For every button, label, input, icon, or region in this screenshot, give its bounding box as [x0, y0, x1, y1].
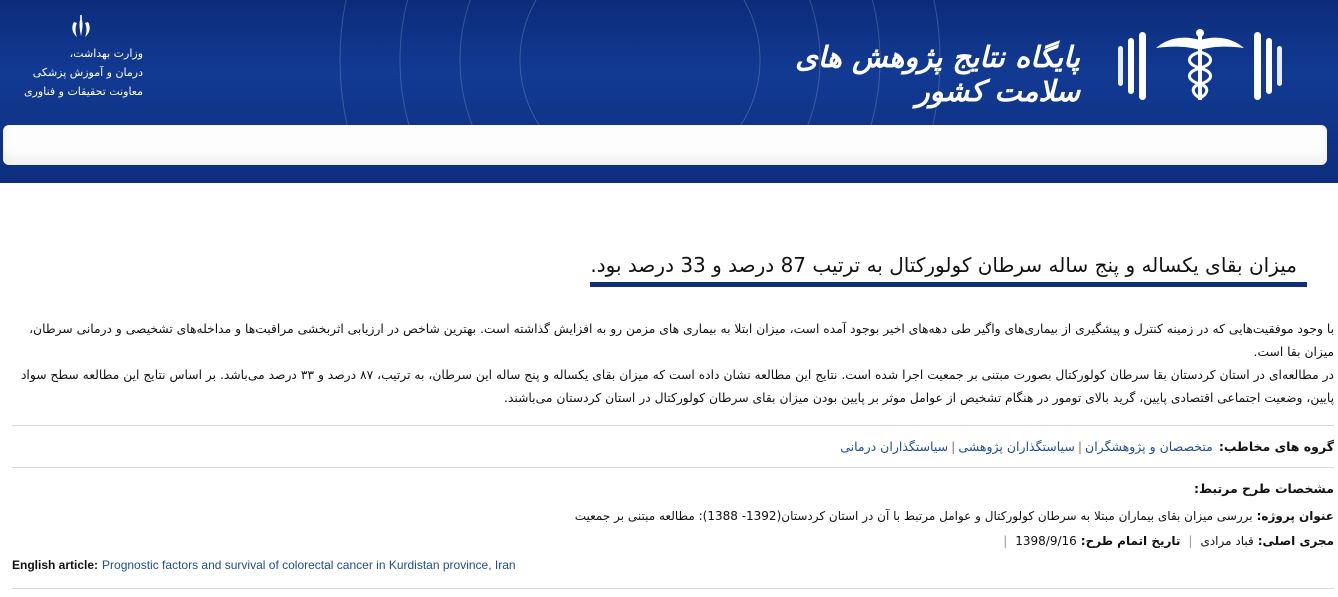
- project-row: [575, 507, 1334, 525]
- nav-bar: [3, 125, 1327, 165]
- article-paragraph-2: در مطالعه‌ای در استان کردستان بقا سرطان کولورکتال بصورت مبتنی بر جمعیت اجرا شده است. نتایج این مطالعه نشان داده است که میزان بقای یکساله و پنج ساله این سرطان، به ترتیب، ۸۷ درصد و ۳۳ درصد می‌باشد. بر اساس نتایج این مطالعه سطح سواد پایین، وضعیت اجتماعی اقتصادی پایین، گرید بالای تومور در هنگام تشخیص از عوامل موثر بر پایین بودن میزان بقای سرطان کولورکتال در استان کردستان می‌باشند.: [20, 368, 1334, 405]
- date-label: تاریخ اتمام طرح:: [1080, 534, 1181, 548]
- executor-row: [995, 532, 1334, 550]
- executor-name: قباد مرادی: [1200, 534, 1254, 548]
- divider: [12, 467, 1334, 468]
- audience-separator: |: [951, 439, 956, 454]
- trailing-separator: |: [1003, 534, 1008, 548]
- divider: [12, 588, 1334, 589]
- article-title-block: [590, 248, 1307, 287]
- english-article-label: English article:: [12, 558, 99, 572]
- executor-separator: |: [1188, 534, 1193, 548]
- project-title: بررسی میزان بقای بیماران مبتلا به سرطان کولورکتال و عوامل مرتبط با آن در استان کردستان(1392- 1388): مطالعه مبتنی بر جمعیت: [574, 509, 1253, 523]
- site-logo[interactable]: [1110, 26, 1290, 106]
- audience-label: گروه های مخاطب:: [1218, 439, 1334, 454]
- site-title[interactable]: پایگاه نتایج پژوهش های سلامت کشور: [795, 40, 1080, 108]
- ministry-line-2: درمان و آموزش پزشکی: [32, 66, 143, 79]
- date-value: 1398/9/16: [1015, 534, 1077, 548]
- english-article-link[interactable]: Prognostic factors and survival of colorectal cancer in Kurdistan province, Iran: [102, 558, 516, 572]
- article-paragraph-1: با وجود موفقیت‌هایی که در زمینه کنترل و پیشگیری از بیماری‌های واگیر طی دهه‌های اخیر بوجود آمده است، میزان ابتلا به بیماری های مزمن رو به افزایش گذاشته است. بهترین شاخص در ارزیابی اثربخشی مراقبت‌ها و مداخله‌های تشخیصی و درمانی سرطان، میزان بقا است.: [29, 322, 1334, 359]
- ministry-line-1: وزارت بهداشت،: [69, 47, 143, 60]
- audience-item[interactable]: سیاستگذاران پژوهشی: [958, 439, 1075, 454]
- executor-label: مجری اصلی:: [1257, 534, 1334, 548]
- divider: [12, 425, 1334, 426]
- ministry-line-3: معاونت تحقیقات و فناوری: [23, 85, 143, 98]
- iran-emblem-icon: [67, 14, 95, 48]
- related-heading: مشخصات طرح مرتبط:: [1194, 481, 1334, 496]
- caduceus-icon: [1110, 26, 1290, 106]
- title-underline: [590, 282, 1307, 287]
- audience-item[interactable]: سیاستگذاران درمانی: [840, 439, 949, 454]
- english-article-row: [12, 558, 516, 572]
- audience-separator: |: [1077, 439, 1083, 454]
- article-body: [12, 318, 1334, 410]
- article-title: میزان بقای یکساله و پنج ساله سرطان کولورکتال به ترتیب 87 درصد و 33 درصد بود.: [590, 253, 1297, 277]
- audience-row: [840, 436, 1334, 458]
- audience-item[interactable]: متخصصان و پژوهشگران: [1085, 439, 1213, 454]
- ministry-block: [8, 12, 143, 101]
- site-header: [0, 0, 1338, 183]
- project-label: عنوان پروژه:: [1256, 509, 1334, 523]
